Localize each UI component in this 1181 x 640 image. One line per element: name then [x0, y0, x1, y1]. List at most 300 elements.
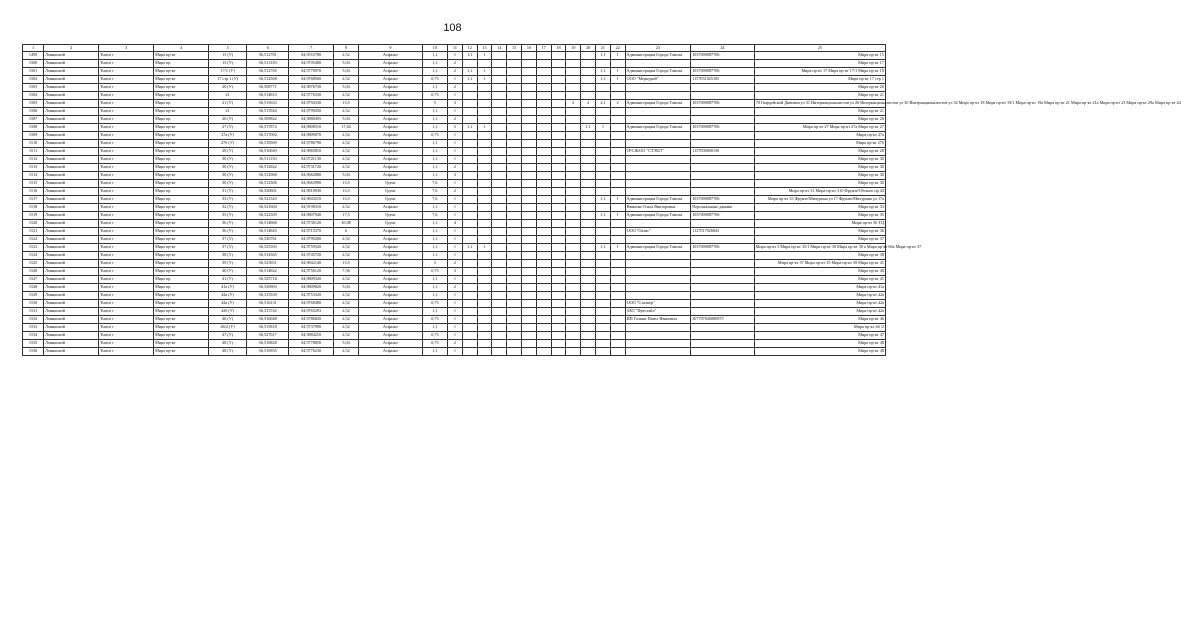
table-row: [23, 284, 886, 292]
cell-capacity: 7,6: [422, 212, 447, 220]
cell-row-id: 1520: [23, 220, 44, 228]
table-row: [23, 292, 886, 300]
cell-c16: [522, 148, 537, 156]
cell-owner: ЗАО "Фрестайл": [625, 308, 691, 316]
cell-longitude: 84,9865810: [289, 148, 333, 156]
cell-surface: Асфальт: [359, 244, 422, 252]
cell-c22: [610, 108, 625, 116]
cell-c18: [551, 124, 566, 132]
cell-district: Ленинский: [44, 140, 99, 148]
cell-district: Ленинский: [44, 292, 99, 300]
cell-area: 5,04: [333, 116, 358, 124]
cell-c17: [536, 76, 551, 84]
cell-c15: [507, 180, 522, 188]
cell-c20: [581, 340, 596, 348]
cell-longitude: 84,9737990: [289, 324, 333, 332]
cell-latitude: 56,512508: [247, 76, 289, 84]
table-row: [23, 52, 886, 60]
cell-c19: [566, 164, 581, 172]
cell-served-objects: Мира пр-кт 48: [754, 348, 885, 356]
cell-surface: Асфальт: [359, 292, 422, 300]
table-row: [23, 84, 886, 92]
cell-city: Томск г: [99, 68, 154, 76]
cell-c16: [522, 180, 537, 188]
cell-row-id: 1511: [23, 148, 44, 156]
cell-c21: 1,1: [596, 212, 611, 220]
cell-c22: [610, 348, 625, 356]
cell-containers: 2: [448, 60, 463, 68]
cell-served-objects: Мира пр-кт 46: [754, 316, 885, 324]
cell-longitude: 84,9730120: [289, 220, 333, 228]
cell-ext-count: [477, 260, 492, 268]
cell-city: Томск г: [99, 124, 154, 132]
page-number: 108: [443, 22, 462, 34]
cell-c17: [536, 348, 551, 356]
cell-containers: 2: [448, 284, 463, 292]
cell-containers: 1: [448, 92, 463, 100]
cell-longitude: 84,9768480: [289, 300, 333, 308]
cell-c14: [492, 132, 507, 140]
cell-district: Ленинский: [44, 308, 99, 316]
cell-capacity: 7,6: [422, 188, 447, 196]
cell-city: Томск г: [99, 332, 154, 340]
cell-row-id: 1502: [23, 76, 44, 84]
cell-house: 42а (У): [209, 300, 247, 308]
cell-containers: 1: [448, 196, 463, 204]
cell-district: Ленинский: [44, 108, 99, 116]
cell-c17: [536, 68, 551, 76]
cell-c15: [507, 244, 522, 252]
cell-c21: [596, 340, 611, 348]
cell-ogrn: [691, 156, 754, 164]
column-number: 13: [477, 45, 492, 52]
cell-longitude: 84,9553780: [289, 52, 333, 60]
column-number: 10: [422, 45, 447, 52]
cell-c17: [536, 156, 551, 164]
cell-house: 46/2 (У): [209, 324, 247, 332]
cell-latitude: 56,525393: [247, 244, 289, 252]
column-number: 14: [492, 45, 507, 52]
cell-street: Мира пр-кт: [154, 236, 209, 244]
cell-owner: [625, 220, 691, 228]
cell-c22: [610, 92, 625, 100]
cell-c15: [507, 188, 522, 196]
cell-ext-count: [477, 172, 492, 180]
cell-surface: Асфальт: [359, 68, 422, 76]
cell-ogrn: [691, 340, 754, 348]
cell-ext-volume: [462, 228, 477, 236]
cell-c14: [492, 188, 507, 196]
cell-c19: [566, 260, 581, 268]
cell-ext-volume: [462, 156, 477, 164]
cell-surface: Асфальт: [359, 100, 422, 108]
cell-c21: [596, 204, 611, 212]
column-number: 23: [625, 45, 691, 52]
cell-latitude: 56,512781: [247, 52, 289, 60]
cell-c18: [551, 132, 566, 140]
cell-ext-count: [477, 332, 492, 340]
cell-containers: 1: [448, 316, 463, 324]
cell-c16: [522, 300, 537, 308]
column-number: 6: [247, 45, 289, 52]
cell-row-id: 1532: [23, 316, 44, 324]
cell-surface: Асфальт: [359, 236, 422, 244]
cell-c17: [536, 292, 551, 300]
cell-ogrn: [691, 220, 754, 228]
cell-containers: 3: [448, 172, 463, 180]
cell-ext-volume: [462, 308, 477, 316]
cell-row-id: 1523: [23, 244, 44, 252]
cell-c15: [507, 164, 522, 172]
cell-c19: [566, 244, 581, 252]
column-number: 7: [289, 45, 333, 52]
cell-c20: [581, 252, 596, 260]
cell-c20: [581, 220, 596, 228]
cell-owner: [625, 188, 691, 196]
cell-latitude: 56,526761: [247, 236, 289, 244]
cell-area: 2,52: [333, 140, 358, 148]
cell-owner: [625, 172, 691, 180]
cell-c22: [610, 220, 625, 228]
cell-owner: Администрация Города Томска: [625, 124, 691, 132]
table-row: [23, 268, 886, 276]
cell-longitude: 84,9876730: [289, 84, 333, 92]
table-row: [23, 76, 886, 84]
column-number: 2: [44, 45, 99, 52]
cell-surface: Асфальт: [359, 324, 422, 332]
cell-district: Ленинский: [44, 348, 99, 356]
cell-owner: ИП Галкин Павел Иванович: [625, 316, 691, 324]
table-row: [23, 348, 886, 356]
cell-c20: [581, 308, 596, 316]
cell-c14: [492, 212, 507, 220]
cell-latitude: 56,516828: [247, 340, 289, 348]
cell-c22: 1: [610, 68, 625, 76]
cell-c17: [536, 276, 551, 284]
cell-owner: [625, 340, 691, 348]
cell-surface: Асфальт: [359, 316, 422, 324]
cell-longitude: 84,9765293: [289, 308, 333, 316]
cell-containers: 1: [448, 292, 463, 300]
cell-served-objects: Мира пр-кт 35: [754, 212, 885, 220]
cell-surface: Асфальт: [359, 92, 422, 100]
cell-street: Мира пр-кт: [154, 300, 209, 308]
cell-c14: [492, 244, 507, 252]
column-number: 21: [596, 45, 611, 52]
table-row: [23, 124, 886, 132]
cell-surface: Асфальт: [359, 156, 422, 164]
cell-c17: [536, 340, 551, 348]
cell-street: Мира пр-кт: [154, 244, 209, 252]
cell-c15: [507, 156, 522, 164]
cell-district: Ленинский: [44, 76, 99, 84]
cell-surface: Асфальт: [359, 340, 422, 348]
cell-c16: [522, 108, 537, 116]
cell-served-objects: 78 Гвардейской Дивизии ул 31 Интернационалистов ул 26 Интернационалистов ул 30 Интернационалистов ул 34 Мира пр-кт 18 Мира пр-кт 19/1 Мира пр-кт 19а Мира пр-кт 21 Мира пр-кт 21а Мира пр-кт 23 Мира пр-кт 29а Мира пр-кт 44: [754, 100, 885, 108]
cell-capacity: 0,75: [422, 92, 447, 100]
cell-area: 2,52: [333, 252, 358, 260]
cell-c22: [610, 300, 625, 308]
cell-containers: 1: [448, 236, 463, 244]
cell-surface: Асфальт: [359, 308, 422, 316]
cell-containers: 3: [448, 100, 463, 108]
cell-ogrn: 1157000000150: [691, 148, 754, 156]
cell-city: Томск г: [99, 92, 154, 100]
cell-row-id: 1522: [23, 236, 44, 244]
cell-area: 2,52: [333, 92, 358, 100]
cell-district: Ленинский: [44, 180, 99, 188]
cell-capacity: 0,75: [422, 300, 447, 308]
cell-c18: [551, 292, 566, 300]
cell-containers: 1: [448, 132, 463, 140]
cell-area: 2,52: [333, 164, 358, 172]
cell-house: 21: [209, 92, 247, 100]
cell-row-id: 1517: [23, 196, 44, 204]
column-number: 19: [566, 45, 581, 52]
cell-c18: [551, 244, 566, 252]
cell-c15: [507, 348, 522, 356]
cell-ext-volume: [462, 60, 477, 68]
cell-capacity: 1,1: [422, 148, 447, 156]
cell-district: Ленинский: [44, 84, 99, 92]
cell-c14: [492, 108, 507, 116]
table-row: [23, 332, 886, 340]
cell-owner: [625, 324, 691, 332]
cell-c20: [581, 156, 596, 164]
cell-c20: [581, 132, 596, 140]
cell-ext-volume: 1,1: [462, 52, 477, 60]
cell-c20: [581, 140, 596, 148]
cell-served-objects: Мира пр-кт 21: [754, 92, 885, 100]
cell-c14: [492, 60, 507, 68]
cell-c15: [507, 100, 522, 108]
cell-city: Томск г: [99, 76, 154, 84]
cell-area: 13,5: [333, 180, 358, 188]
cell-ext-volume: [462, 196, 477, 204]
cell-served-objects: Мира пр-кт 21: [754, 108, 885, 116]
cell-c22: [610, 236, 625, 244]
cell-house: 21: [209, 108, 247, 116]
cell-latitude: 56,523651: [247, 260, 289, 268]
cell-area: 5,04: [333, 68, 358, 76]
cell-c16: [522, 52, 537, 60]
cell-latitude: 56,514842: [247, 268, 289, 276]
cell-ext-count: [477, 236, 492, 244]
cell-area: 5,04: [333, 284, 358, 292]
cell-surface: Грунт: [359, 212, 422, 220]
cell-c17: [536, 60, 551, 68]
cell-c16: [522, 260, 537, 268]
cell-c19: [566, 124, 581, 132]
cell-latitude: 56,518569: [247, 140, 289, 148]
cell-c22: [610, 284, 625, 292]
cell-c14: [492, 52, 507, 60]
cell-city: Томск г: [99, 316, 154, 324]
cell-district: Ленинский: [44, 212, 99, 220]
cell-ext-count: 1: [477, 68, 492, 76]
cell-c21: [596, 156, 611, 164]
cell-ext-count: [477, 300, 492, 308]
cell-ext-volume: [462, 260, 477, 268]
cell-c16: [522, 268, 537, 276]
cell-owner: [625, 252, 691, 260]
cell-ogrn: 1037000087706: [691, 68, 754, 76]
cell-ext-count: 1: [477, 124, 492, 132]
cell-district: Ленинский: [44, 228, 99, 236]
cell-c17: [536, 172, 551, 180]
cell-house: 17 стр 1 (У): [209, 76, 247, 84]
cell-c19: [566, 132, 581, 140]
cell-capacity: 0,75: [422, 316, 447, 324]
cell-c20: [581, 316, 596, 324]
cell-served-objects: Мира пр-кт 42а: [754, 308, 885, 316]
cell-c18: [551, 348, 566, 356]
cell-c18: [551, 300, 566, 308]
cell-longitude: 84,9713370: [289, 228, 333, 236]
cell-row-id: 1519: [23, 212, 44, 220]
cell-c14: [492, 204, 507, 212]
cell-c21: [596, 188, 611, 196]
cell-c16: [522, 116, 537, 124]
cell-c22: [610, 252, 625, 260]
cell-ext-volume: [462, 348, 477, 356]
cell-house: 30 (У): [209, 164, 247, 172]
cell-containers: 1: [448, 300, 463, 308]
cell-longitude: 84,9884210: [289, 332, 333, 340]
cell-owner: [625, 180, 691, 188]
cell-district: Ленинский: [44, 324, 99, 332]
cell-latitude: 56,521604: [247, 204, 289, 212]
cell-ext-volume: [462, 252, 477, 260]
cell-area: 7,56: [333, 268, 358, 276]
cell-served-objects: Мира пр-кт 27 Мира пр-кт 27а Мира пр-кт 27: [754, 124, 885, 132]
cell-latitude: 56,520601: [247, 188, 289, 196]
cell-city: Томск г: [99, 220, 154, 228]
cell-row-id: 1508: [23, 124, 44, 132]
cell-served-objects: Мира пр-кт 27а: [754, 132, 885, 140]
cell-latitude: 56,515944: [247, 108, 289, 116]
cell-c18: [551, 60, 566, 68]
cell-served-objects: Мира пр-кт 41а: [754, 284, 885, 292]
cell-surface: Асфальт: [359, 164, 422, 172]
cell-surface: Асфальт: [359, 252, 422, 260]
cell-latitude: 56,514845: [247, 228, 289, 236]
cell-c19: [566, 196, 581, 204]
cell-containers: 1: [448, 332, 463, 340]
cell-c21: [596, 324, 611, 332]
cell-c20: 2: [581, 100, 596, 108]
cell-ext-volume: 1,1: [462, 68, 477, 76]
cell-house: 15 (У): [209, 52, 247, 60]
cell-c20: [581, 92, 596, 100]
cell-c15: [507, 284, 522, 292]
table-row: [23, 244, 886, 252]
cell-served-objects: Мира пр-кт 33: [754, 204, 885, 212]
cell-ogrn: [691, 132, 754, 140]
cell-ogrn: [691, 164, 754, 172]
cell-served-objects: Мира пр-кт 42а: [754, 300, 885, 308]
table-row: [23, 60, 886, 68]
cell-latitude: 56,509842: [247, 116, 289, 124]
cell-c17: [536, 116, 551, 124]
cell-c17: [536, 52, 551, 60]
cell-longitude: 84,9770970: [289, 68, 333, 76]
cell-area: 13,5: [333, 100, 358, 108]
cell-capacity: 0,75: [422, 268, 447, 276]
cell-served-objects: Мира пр-кт 40: [754, 268, 885, 276]
cell-c21: [596, 172, 611, 180]
cell-district: Ленинский: [44, 284, 99, 292]
table-row: [23, 164, 886, 172]
cell-ogrn: [691, 116, 754, 124]
cell-c16: [522, 308, 537, 316]
cell-c19: [566, 60, 581, 68]
cell-c21: [596, 180, 611, 188]
cell-c22: [610, 308, 625, 316]
cell-ogrn: [691, 276, 754, 284]
cell-ext-count: [477, 276, 492, 284]
column-number: 9: [359, 45, 422, 52]
cell-c18: [551, 52, 566, 60]
cell-c16: [522, 348, 537, 356]
cell-served-objects: Мира пр-кт 36: [754, 228, 885, 236]
cell-owner: Администрация Города Томска: [625, 68, 691, 76]
cell-owner: Иванова Ольга Викторовна: [625, 204, 691, 212]
cell-latitude: 56,526903: [247, 284, 289, 292]
cell-district: Ленинский: [44, 52, 99, 60]
cell-c17: [536, 228, 551, 236]
cell-c15: [507, 268, 522, 276]
cell-row-id: 1535: [23, 340, 44, 348]
cell-row-id: 1500: [23, 60, 44, 68]
cell-c22: [610, 60, 625, 68]
cell-owner: Администрация Города Томска: [625, 196, 691, 204]
cell-house: 30 (У): [209, 156, 247, 164]
cell-longitude: 84,9776230: [289, 348, 333, 356]
cell-owner: [625, 284, 691, 292]
cell-ogrn: 1037000087706: [691, 52, 754, 60]
cell-row-id: 1501: [23, 68, 44, 76]
cell-c15: [507, 324, 522, 332]
cell-c21: [596, 228, 611, 236]
table-row: [23, 116, 886, 124]
cell-surface: Асфальт: [359, 84, 422, 92]
cell-c20: [581, 332, 596, 340]
cell-c20: [581, 68, 596, 76]
cell-longitude: 84,9753320: [289, 292, 333, 300]
cell-c20: [581, 292, 596, 300]
cell-owner: [625, 260, 691, 268]
cell-street: Мира пр-кт: [154, 52, 209, 60]
cell-c19: [566, 276, 581, 284]
cell-c22: [610, 172, 625, 180]
cell-owner: ТРСЖ/ОО "СТЭКЛ": [625, 148, 691, 156]
cell-c21: 1,1: [596, 196, 611, 204]
cell-longitude: 84,9810930: [289, 188, 333, 196]
cell-c20: [581, 324, 596, 332]
cell-c20: [581, 84, 596, 92]
cell-owner: Администрация Города Томска: [625, 212, 691, 220]
cell-c21: 1,1: [596, 52, 611, 60]
cell-c22: [610, 268, 625, 276]
cell-c18: [551, 252, 566, 260]
cell-c14: [492, 68, 507, 76]
cell-c18: [551, 196, 566, 204]
cell-c21: [596, 284, 611, 292]
cell-street: Мира пр-кт: [154, 172, 209, 180]
cell-city: Томск г: [99, 204, 154, 212]
cell-city: Томск г: [99, 324, 154, 332]
